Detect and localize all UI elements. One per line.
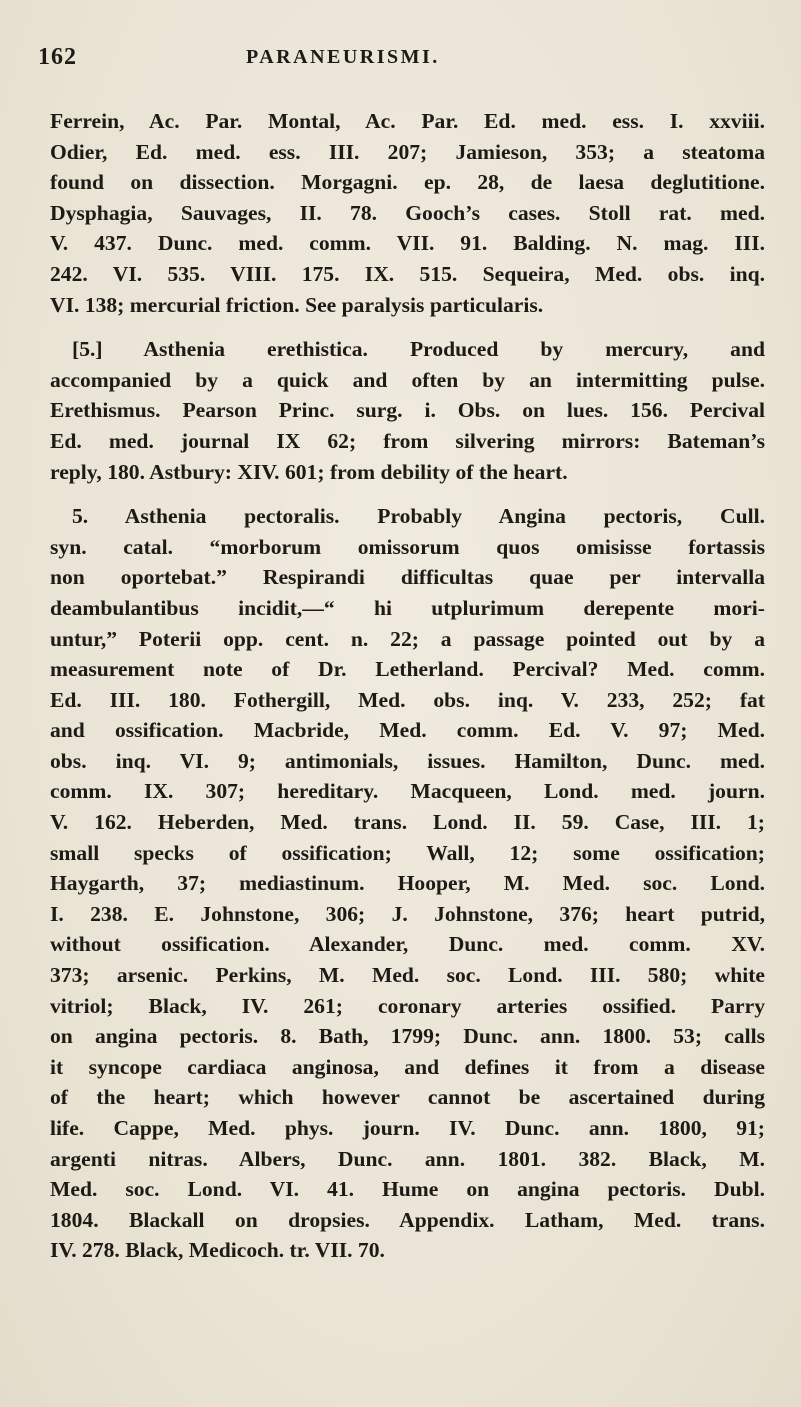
text-line: 5. Asthenia pectoralis. Probably Angina pectoris, Cull. [72,504,765,529]
text-line: measurement note of Dr. Letherland. Percival? Med. comm. [50,657,765,682]
text-line: comm. IX. 307; hereditary. Macqueen, Lond. med. journ. [50,779,765,804]
text-line: it syncope cardiaca anginosa, and defines it from a disease [50,1054,765,1079]
text-line: life. Cappe, Med. phys. journ. IV. Dunc. ann. 1800, 91; [50,1116,765,1140]
body-text [50,106,765,1266]
text-line: and ossification. Macbride, Med. comm. Ed. V. 97; Med. [50,718,765,743]
text-line: reply, 180. Astbury: XIV. 601; from debility of the heart. [50,459,568,484]
text-line: small specks of ossification; Wall, 12; some ossification; [50,840,765,865]
text-line: Erethismus. Pearson Princ. surg. i. Obs. on lues. 156. Percival [50,398,765,423]
text-line: Ed. III. 180. Fothergill, Med. obs. inq. V. 233, 252; fat [50,687,765,712]
text-line: argenti nitras. Albers, Dunc. ann. 1801. 382. Black, M. [50,1146,765,1171]
text-line: 373; arsenic. Perkins, M. Med. soc. Lond. III. 580; white [50,963,765,988]
text-line: non oportebat.” Respirandi difficultas quae per intervalla [50,565,765,590]
text-line: untur,” Poterii opp. cent. n. 22; a passage pointed out by a [50,626,765,651]
text-line: V. 162. Heberden, Med. trans. Lond. II. 59. Case, III. 1; [50,810,765,835]
text-line: deambulantibus incidit,—“ hi utplurimum derepente mori- [50,595,765,620]
text-line: V. 437. Dunc. med. comm. VII. 91. Balding. N. mag. III. [50,231,765,256]
text-line: Dysphagia, Sauvages, II. 78. Gooch’s cases. Stoll rat. med. [50,200,765,225]
text-line: obs. inq. VI. 9; antimonials, issues. Hamilton, Dunc. med. [50,748,765,773]
text-line: found on dissection. Morgagni. ep. 28, de laesa deglutitione. [50,170,765,195]
text-line: IV. 278. Black, Medicoch. tr. VII. 70. [50,1238,385,1263]
text-line: vitriol; Black, IV. 261; coronary arteries ossified. Parry [50,993,765,1018]
text-line: syn. catal. “morborum omissorum quos omisisse fortassis [50,534,765,559]
text-line: Odier, Ed. med. ess. III. 207; Jamieson, 353; a steatoma [50,139,765,164]
page-number: 162 [38,44,77,70]
text-line: Ferrein, Ac. Par. Montal, Ac. Par. Ed. med. ess. I. xxviii. [50,109,765,133]
text-line: VI. 138; mercurial friction. See paralysis particularis. [50,292,544,317]
text-line: [5.] Asthenia erethistica. Produced by mercury, and [72,337,765,362]
text-line: accompanied by a quick and often by an intermitting pulse. [50,367,765,392]
text-line: Med. soc. Lond. VI. 41. Hume on angina pectoris. Dubl. [50,1177,765,1202]
text-line: of the heart; which however cannot be ascertained during [50,1085,765,1110]
paragraph-ferrein [50,106,765,320]
text-line: without ossification. Alexander, Dunc. med. comm. XV. [50,932,765,957]
text-line: on angina pectoris. 8. Bath, 1799; Dunc. ann. 1800. 53; calls [50,1024,765,1049]
text-line: Haygarth, 37; mediastinum. Hooper, M. Med. soc. Lond. [50,871,765,896]
running-head [38,44,763,74]
text-line: 1804. Blackall on dropsies. Appendix. Latham, Med. trans. [50,1207,765,1232]
paragraph-asthenia-pectoralis [50,501,765,1266]
running-title: PARANEURISMI. [246,46,440,68]
text-line: Ed. med. journal IX 62; from silvering mirrors: Bateman’s [50,428,765,453]
text-line: 242. VI. 535. VIII. 175. IX. 515. Sequeira, Med. obs. inq. [50,261,765,286]
paragraph-asthenia-erethistica [50,334,765,487]
text-line: I. 238. E. Johnstone, 306; J. Johnstone, 376; heart putrid, [50,901,765,926]
